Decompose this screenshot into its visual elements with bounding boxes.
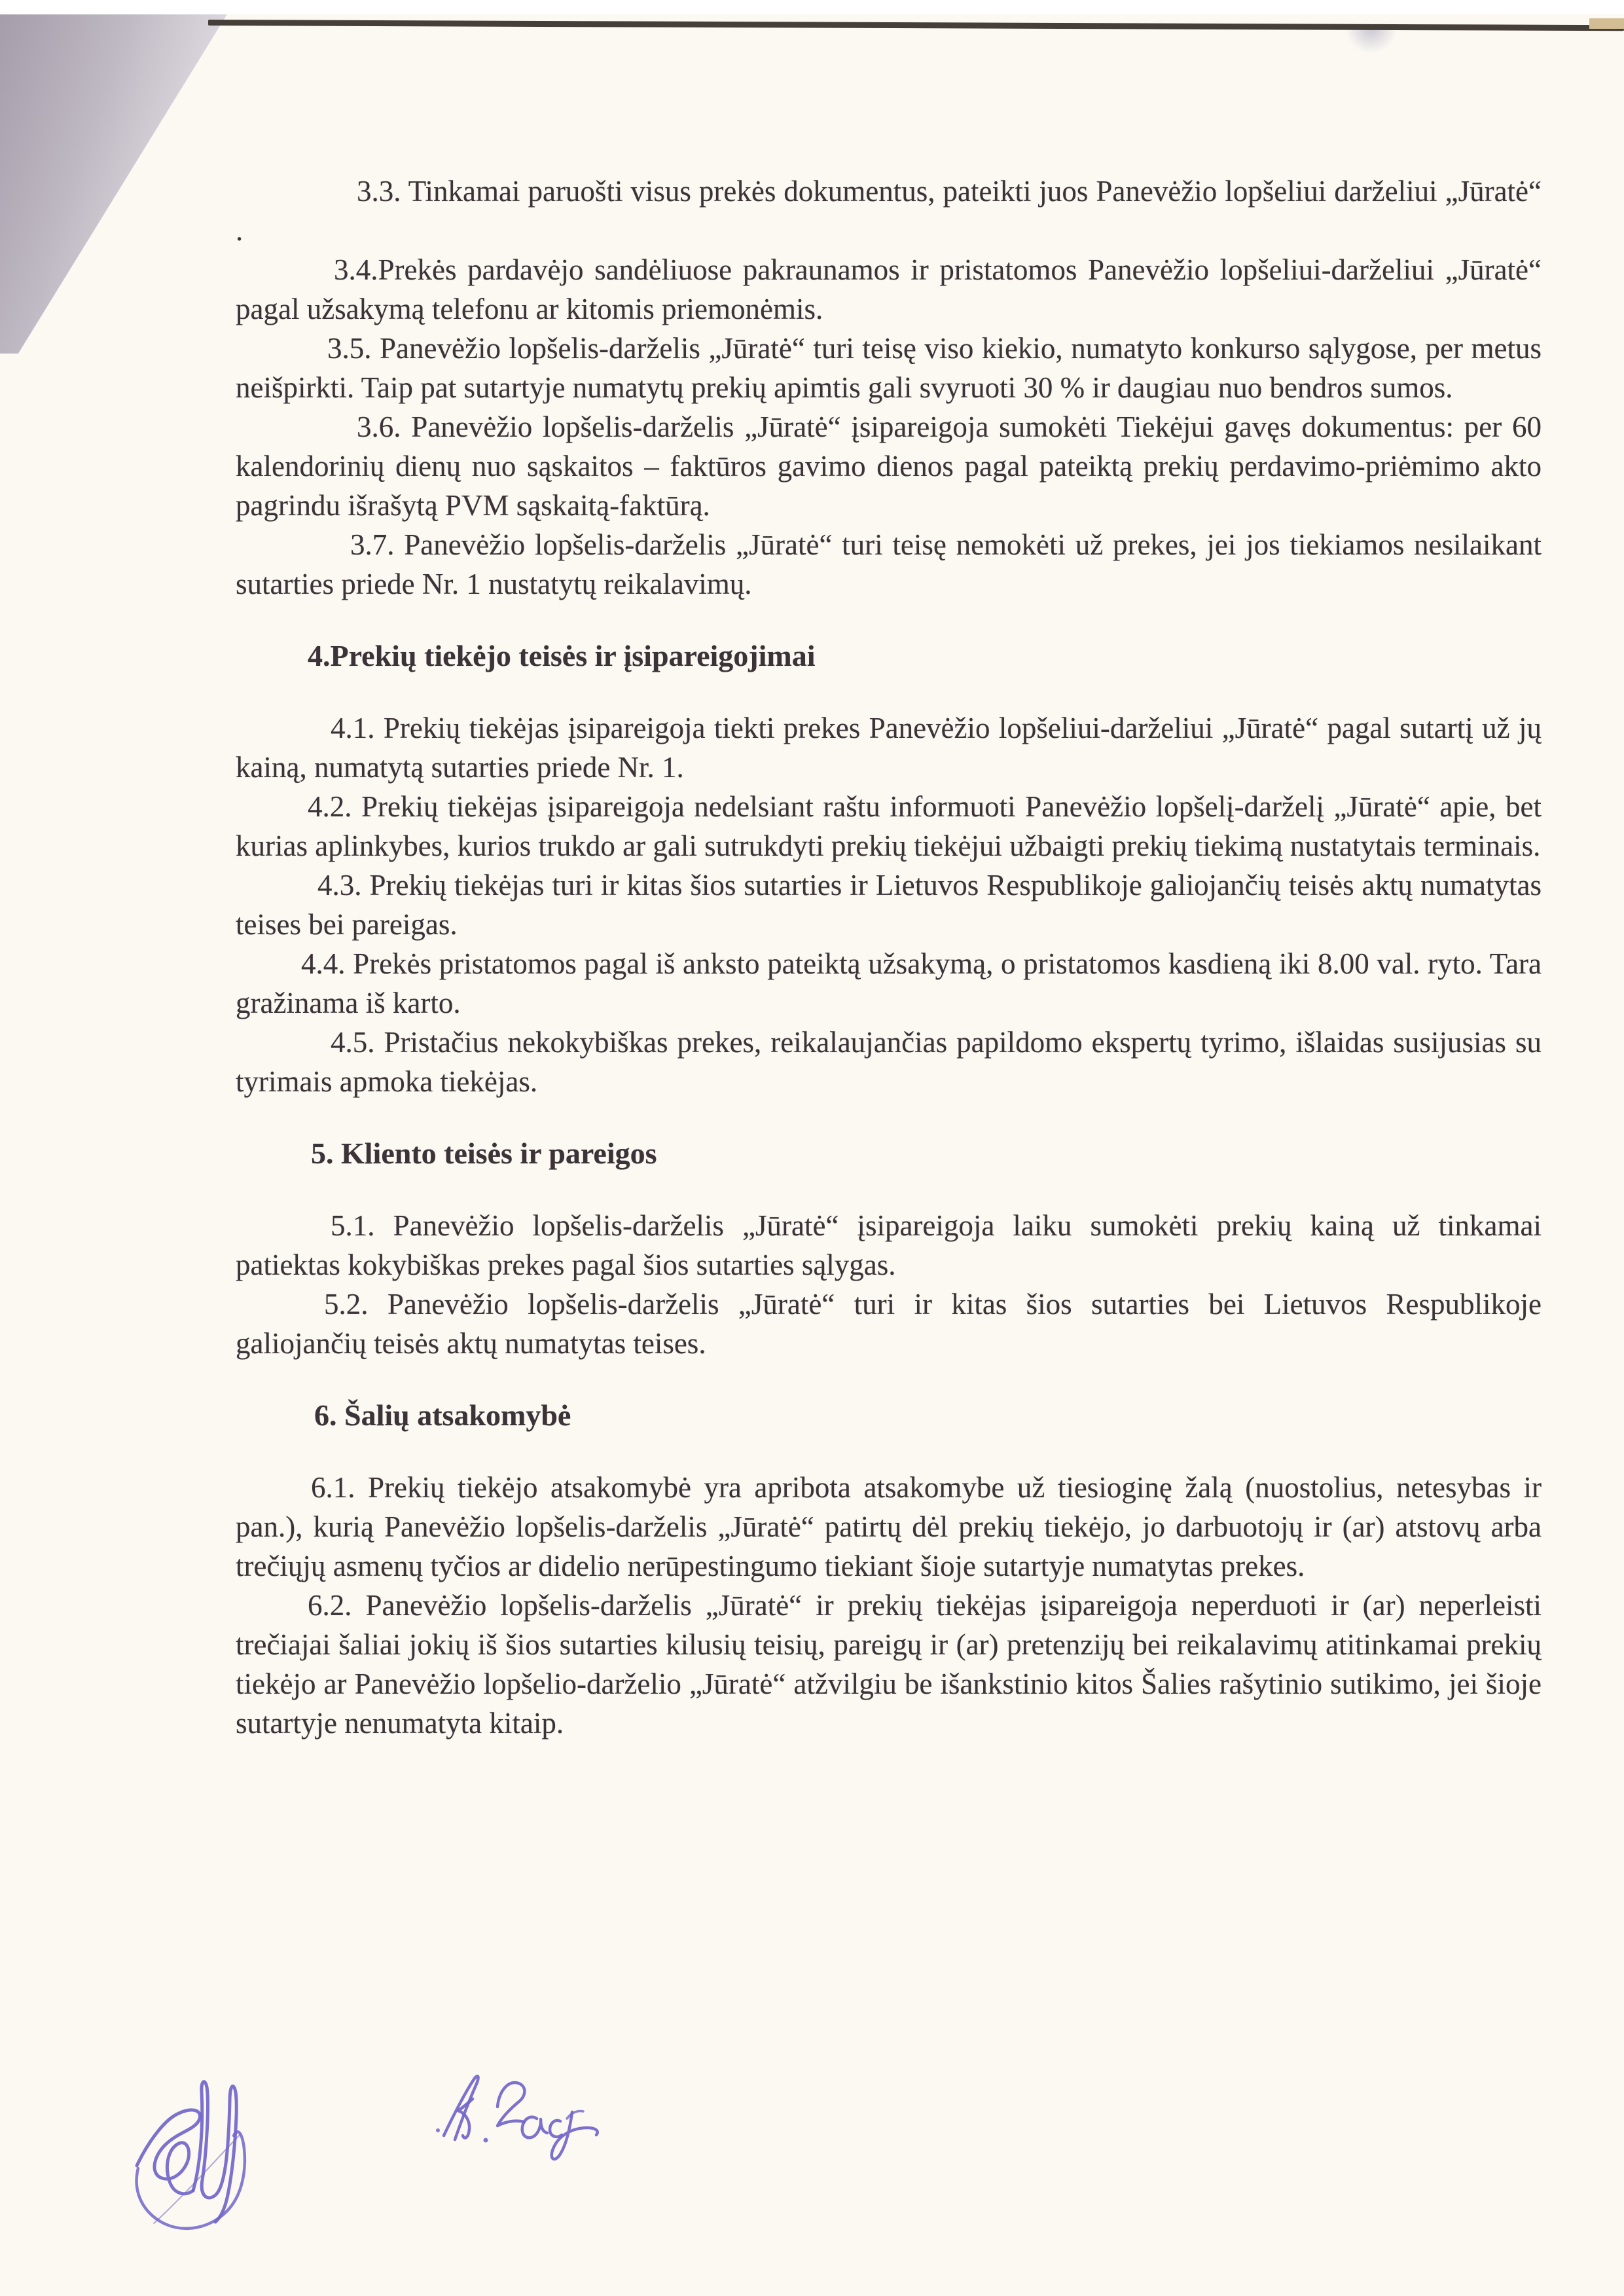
section-heading-4: 4.Prekių tiekėjo teisės ir įsipareigojimai [308, 639, 816, 672]
clause-3-5: 3.5. Panevėžio lopšelis-darželis „Jūratė“ turi teisę viso kiekio, numatyto konkurso sąlygose, per metus neišpirkti. Taip pat sutartyje numatytų prekių apimtis gali svyruoti 30 % ir daugiau nuo bendros sumos. [236, 332, 1542, 404]
clause-5-1: 5.1. Panevėžio lopšelis-darželis „Jūratė“ įsipareigoja laiku sumokėti prekių kainą už tinkamai patiektas kokybiškas prekes pagal šios sutarties sąlygas. [236, 1209, 1542, 1281]
clause-4-2: 4.2. Prekių tiekėjas įsipareigoja nedelsiant raštu informuoti Panevėžio lopšelį-darželį „Jūratė“ apie, bet kurias aplinkybes, kurios trukdo ar gali sutrukdyti prekių tiekėjui užbaigti prekių tiekimą nustatytais terminais. [236, 790, 1542, 862]
clause-3-4: 3.4.Prekės pardavėjo sandėliuose pakraunamos ir pristatomos Panevėžio lopšeliui-darželiui „Jūratė“ pagal užsakymą telefonu ar kitomis priemonėmis. [236, 253, 1542, 325]
signature-left [128, 2069, 275, 2249]
section-heading-6: 6. Šalių atsakomybė [314, 1398, 571, 1432]
clause-3-3: 3.3. Tinkamai paruošti visus prekės dokumentus, pateikti juos Panevėžio lopšeliui darželiui „Jūratė“ . [236, 175, 1542, 247]
contract-text-block [236, 172, 1542, 1743]
signature-right [432, 2062, 615, 2177]
clause-3-7: 3.7. Panevėžio lopšelis-darželis „Jūratė“ turi teisę nemokėti už prekes, jei jos tiekiamos nesilaikant sutarties priede Nr. 1 nustatytų reikalavimų. [236, 528, 1542, 600]
scan-corner-artifact [0, 13, 228, 354]
scan-page-edge-line [208, 20, 1624, 31]
clause-4-1: 4.1. Prekių tiekėjas įsipareigoja tiekti prekes Panevėžio lopšeliui-darželiui „Jūratė“ pagal sutartį už jų kainą, numatytą sutarties priede Nr. 1. [236, 712, 1542, 784]
clause-4-5: 4.5. Pristačius nekokybiškas prekes, reikalaujančias papildomo ekspertų tyrimo, išlaidas susijusias su tyrimais apmoka tiekėjas. [236, 1026, 1542, 1098]
scan-page-edge-tan [1589, 18, 1624, 29]
scan-background-strip [0, 0, 1624, 14]
clause-3-6: 3.6. Panevėžio lopšelis-darželis „Jūratė“ įsipareigoja sumokėti Tiekėjui gavęs dokumentus: per 60 kalendorinių dienų nuo sąskaitos – faktūros gavimo dienos pagal pateiktą prekių perdavimo-priėmimo akto pagrindu išrašytą PVM sąskaitą-faktūrą. [236, 410, 1542, 522]
clause-6-1: 6.1. Prekių tiekėjo atsakomybė yra apribota atsakomybe už tiesioginę žalą (nuostolius, netesybas ir pan.), kurią Panevėžio lopšelis-darželis „Jūratė“ patirtų dėl prekių tiekėjo, jo darbuotojų ir (ar) atstovų arba trečiųjų asmenų tyčios ar didelio nerūpestingumo tiekiant šioje sutartyje numatytas prekes. [236, 1471, 1542, 1582]
clause-4-4: 4.4. Prekės pristatomos pagal iš anksto pateiktą užsakymą, o pristatomos kasdieną iki 8.00 val. ryto. Tara gražinama iš karto. [236, 947, 1542, 1019]
scan-smudge [1345, 27, 1398, 54]
clause-4-3: 4.3. Prekių tiekėjas turi ir kitas šios sutarties ir Lietuvos Respublikoje galiojančių teisės aktų numatytas teises bei pareigas. [236, 869, 1542, 941]
clause-6-2: 6.2. Panevėžio lopšelis-darželis „Jūratė“ ir prekių tiekėjas įsipareigoja neperduoti ir (ar) neperleisti trečiajai šaliai jokių iš šios sutarties kilusių teisių, pareigų ir (ar) pretenzijų bei reikalavimų atitinkamai prekių tiekėjo ar Panevėžio lopšelio-darželio „Jūratė“ atžvilgiu be išankstinio kitos Šalies rašytinio sutikimo, jei šioje sutartyje nenumatyta kitaip. [236, 1589, 1542, 1740]
section-heading-5: 5. Kliento teisės ir pareigos [311, 1137, 657, 1170]
clause-5-2: 5.2. Panevėžio lopšelis-darželis „Jūratė“ turi ir kitas šios sutarties bei Lietuvos Respublikoje galiojančių teisės aktų numatytas teises. [236, 1288, 1542, 1360]
